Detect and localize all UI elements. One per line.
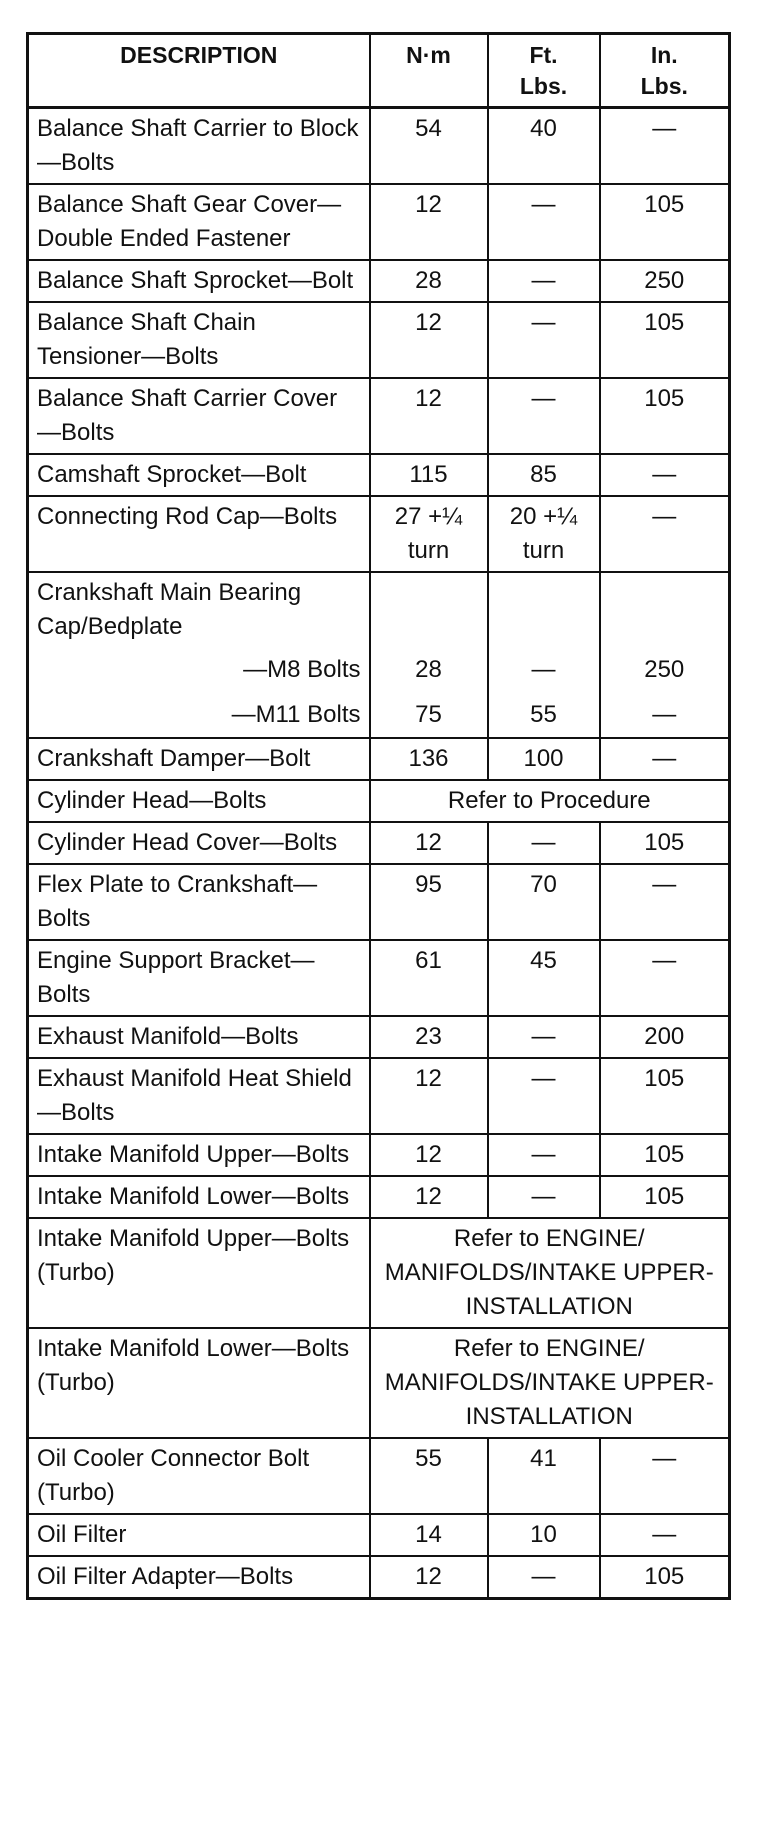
table-row [28, 822, 730, 864]
sub-row-in: — [652, 701, 677, 728]
row-in-lbs: — [600, 108, 730, 185]
row-ft-lbs: — [488, 1058, 600, 1134]
row-ft-lbs: 100 [488, 738, 600, 780]
header-nm: N·m [370, 34, 488, 108]
row-in-lbs: 105 [600, 302, 730, 378]
row-ft-lbs: 20 +¼ turn [488, 496, 600, 572]
row-ft-lbs: 45 [488, 940, 600, 1016]
row-in-lbs: 105 [600, 1176, 730, 1218]
row-description: Exhaust Manifold—Bolts [28, 1016, 370, 1058]
row-ft-lbs: — [488, 184, 600, 260]
row-description: Balance Shaft Sprocket—Bolt [28, 260, 370, 302]
sub-cell-in [600, 572, 730, 738]
sub-cell-nm [370, 572, 488, 738]
row-in-lbs: 105 [600, 822, 730, 864]
row-description: Cylinder Head Cover—Bolts [28, 822, 370, 864]
row-note: Refer to ENGINE/ MANIFOLDS/INTAKE UPPER-INSTALLATION [370, 1328, 730, 1438]
row-nm: 12 [370, 1134, 488, 1176]
row-description: Balance Shaft Carrier to Block—Bolts [28, 108, 370, 185]
row-nm: 12 [370, 1058, 488, 1134]
row-note: Refer to ENGINE/ MANIFOLDS/INTAKE UPPER-INSTALLATION [370, 1218, 730, 1328]
row-ft-lbs: 10 [488, 1514, 600, 1556]
row-description: Engine Support Bracket—Bolts [28, 940, 370, 1016]
sub-row-ft: 55 [530, 701, 557, 728]
sub-row-description: —M8 Bolts [243, 656, 361, 683]
row-nm: 27 +¼ turn [370, 496, 488, 572]
table-row [28, 1134, 730, 1176]
row-description: Oil Filter Adapter—Bolts [28, 1556, 370, 1599]
table-row [28, 108, 730, 185]
header-row [28, 34, 730, 108]
sub-row-nm: 28 [415, 656, 442, 683]
row-nm: 54 [370, 108, 488, 185]
table-row-crankshaft-main-bearing [28, 572, 730, 738]
torque-specifications-table [26, 32, 731, 1600]
row-description: Intake Manifold Lower—Bolts (Turbo) [28, 1328, 370, 1438]
table-row [28, 780, 730, 822]
sub-row-nm: 75 [415, 701, 442, 728]
sub-row-ft: — [531, 656, 556, 683]
row-in-lbs: 105 [600, 378, 730, 454]
table-row [28, 302, 730, 378]
row-description: Connecting Rod Cap—Bolts [28, 496, 370, 572]
row-description: Balance Shaft Chain Tensioner—Bolts [28, 302, 370, 378]
row-nm: 12 [370, 822, 488, 864]
row-nm: 95 [370, 864, 488, 940]
row-ft-lbs: — [488, 822, 600, 864]
row-description: Balance Shaft Carrier Cover—Bolts [28, 378, 370, 454]
row-nm: 12 [370, 302, 488, 378]
row-description: Intake Manifold Upper—Bolts [28, 1134, 370, 1176]
row-nm: 12 [370, 1176, 488, 1218]
table-row [28, 260, 730, 302]
table-body [28, 108, 730, 1599]
row-ft-lbs: — [488, 1176, 600, 1218]
row-nm: 136 [370, 738, 488, 780]
row-nm: 14 [370, 1514, 488, 1556]
row-description: Camshaft Sprocket—Bolt [28, 454, 370, 496]
table-row [28, 1016, 730, 1058]
row-ft-lbs: — [488, 1134, 600, 1176]
table-row [28, 1058, 730, 1134]
row-nm: 12 [370, 378, 488, 454]
row-in-lbs: — [600, 454, 730, 496]
row-nm: 12 [370, 184, 488, 260]
row-in-lbs: 200 [600, 1016, 730, 1058]
row-description: Crankshaft Damper—Bolt [28, 738, 370, 780]
table-row [28, 184, 730, 260]
row-ft-lbs: 40 [488, 108, 600, 185]
row-ft-lbs: — [488, 302, 600, 378]
row-ft-lbs: — [488, 1556, 600, 1599]
table-row [28, 1556, 730, 1599]
table-row [28, 1328, 730, 1438]
row-in-lbs: — [600, 1514, 730, 1556]
sub-row-in: 250 [644, 656, 685, 683]
row-in-lbs: 250 [600, 260, 730, 302]
table-row [28, 1218, 730, 1328]
table-row [28, 738, 730, 780]
table-row [28, 940, 730, 1016]
row-description: Intake Manifold Upper—Bolts (Turbo) [28, 1218, 370, 1328]
row-description: Oil Cooler Connector Bolt (Turbo) [28, 1438, 370, 1514]
row-ft-lbs: — [488, 378, 600, 454]
row-ft-lbs: 85 [488, 454, 600, 496]
row-nm: 61 [370, 940, 488, 1016]
row-in-lbs: — [600, 940, 730, 1016]
row-in-lbs: 105 [600, 1556, 730, 1599]
row-in-lbs: 105 [600, 1134, 730, 1176]
row-ft-lbs: — [488, 260, 600, 302]
row-nm: 28 [370, 260, 488, 302]
table-row [28, 1438, 730, 1514]
crank-main-description: Crankshaft Main Bearing Cap/Bedplate [37, 579, 302, 640]
header-ft-lbs: Ft. Lbs. [488, 34, 600, 108]
table-row [28, 864, 730, 940]
table-header [28, 34, 730, 108]
row-description [28, 572, 370, 738]
row-in-lbs: 105 [600, 1058, 730, 1134]
row-ft-lbs: — [488, 1016, 600, 1058]
row-in-lbs: — [600, 864, 730, 940]
row-note: Refer to Procedure [370, 780, 730, 822]
sub-cell-ft [488, 572, 600, 738]
table-row [28, 1176, 730, 1218]
row-ft-lbs: 41 [488, 1438, 600, 1514]
table-row [28, 1514, 730, 1556]
header-description: DESCRIPTION [28, 34, 370, 108]
header-in-lbs: In. Lbs. [600, 34, 730, 108]
row-in-lbs: — [600, 738, 730, 780]
row-in-lbs: — [600, 496, 730, 572]
row-in-lbs: 105 [600, 184, 730, 260]
table-row [28, 496, 730, 572]
row-ft-lbs: 70 [488, 864, 600, 940]
row-description: Intake Manifold Lower—Bolts [28, 1176, 370, 1218]
row-description: Exhaust Manifold Heat Shield—Bolts [28, 1058, 370, 1134]
row-description: Cylinder Head—Bolts [28, 780, 370, 822]
row-nm: 23 [370, 1016, 488, 1058]
sub-row-description: —M11 Bolts [231, 701, 361, 728]
row-description: Flex Plate to Crankshaft—Bolts [28, 864, 370, 940]
row-in-lbs: — [600, 1438, 730, 1514]
table-row [28, 454, 730, 496]
row-description: Oil Filter [28, 1514, 370, 1556]
row-nm: 115 [370, 454, 488, 496]
row-nm: 55 [370, 1438, 488, 1514]
row-description: Balance Shaft Gear Cover—Double Ended Fastener [28, 184, 370, 260]
row-nm: 12 [370, 1556, 488, 1599]
table-row [28, 378, 730, 454]
